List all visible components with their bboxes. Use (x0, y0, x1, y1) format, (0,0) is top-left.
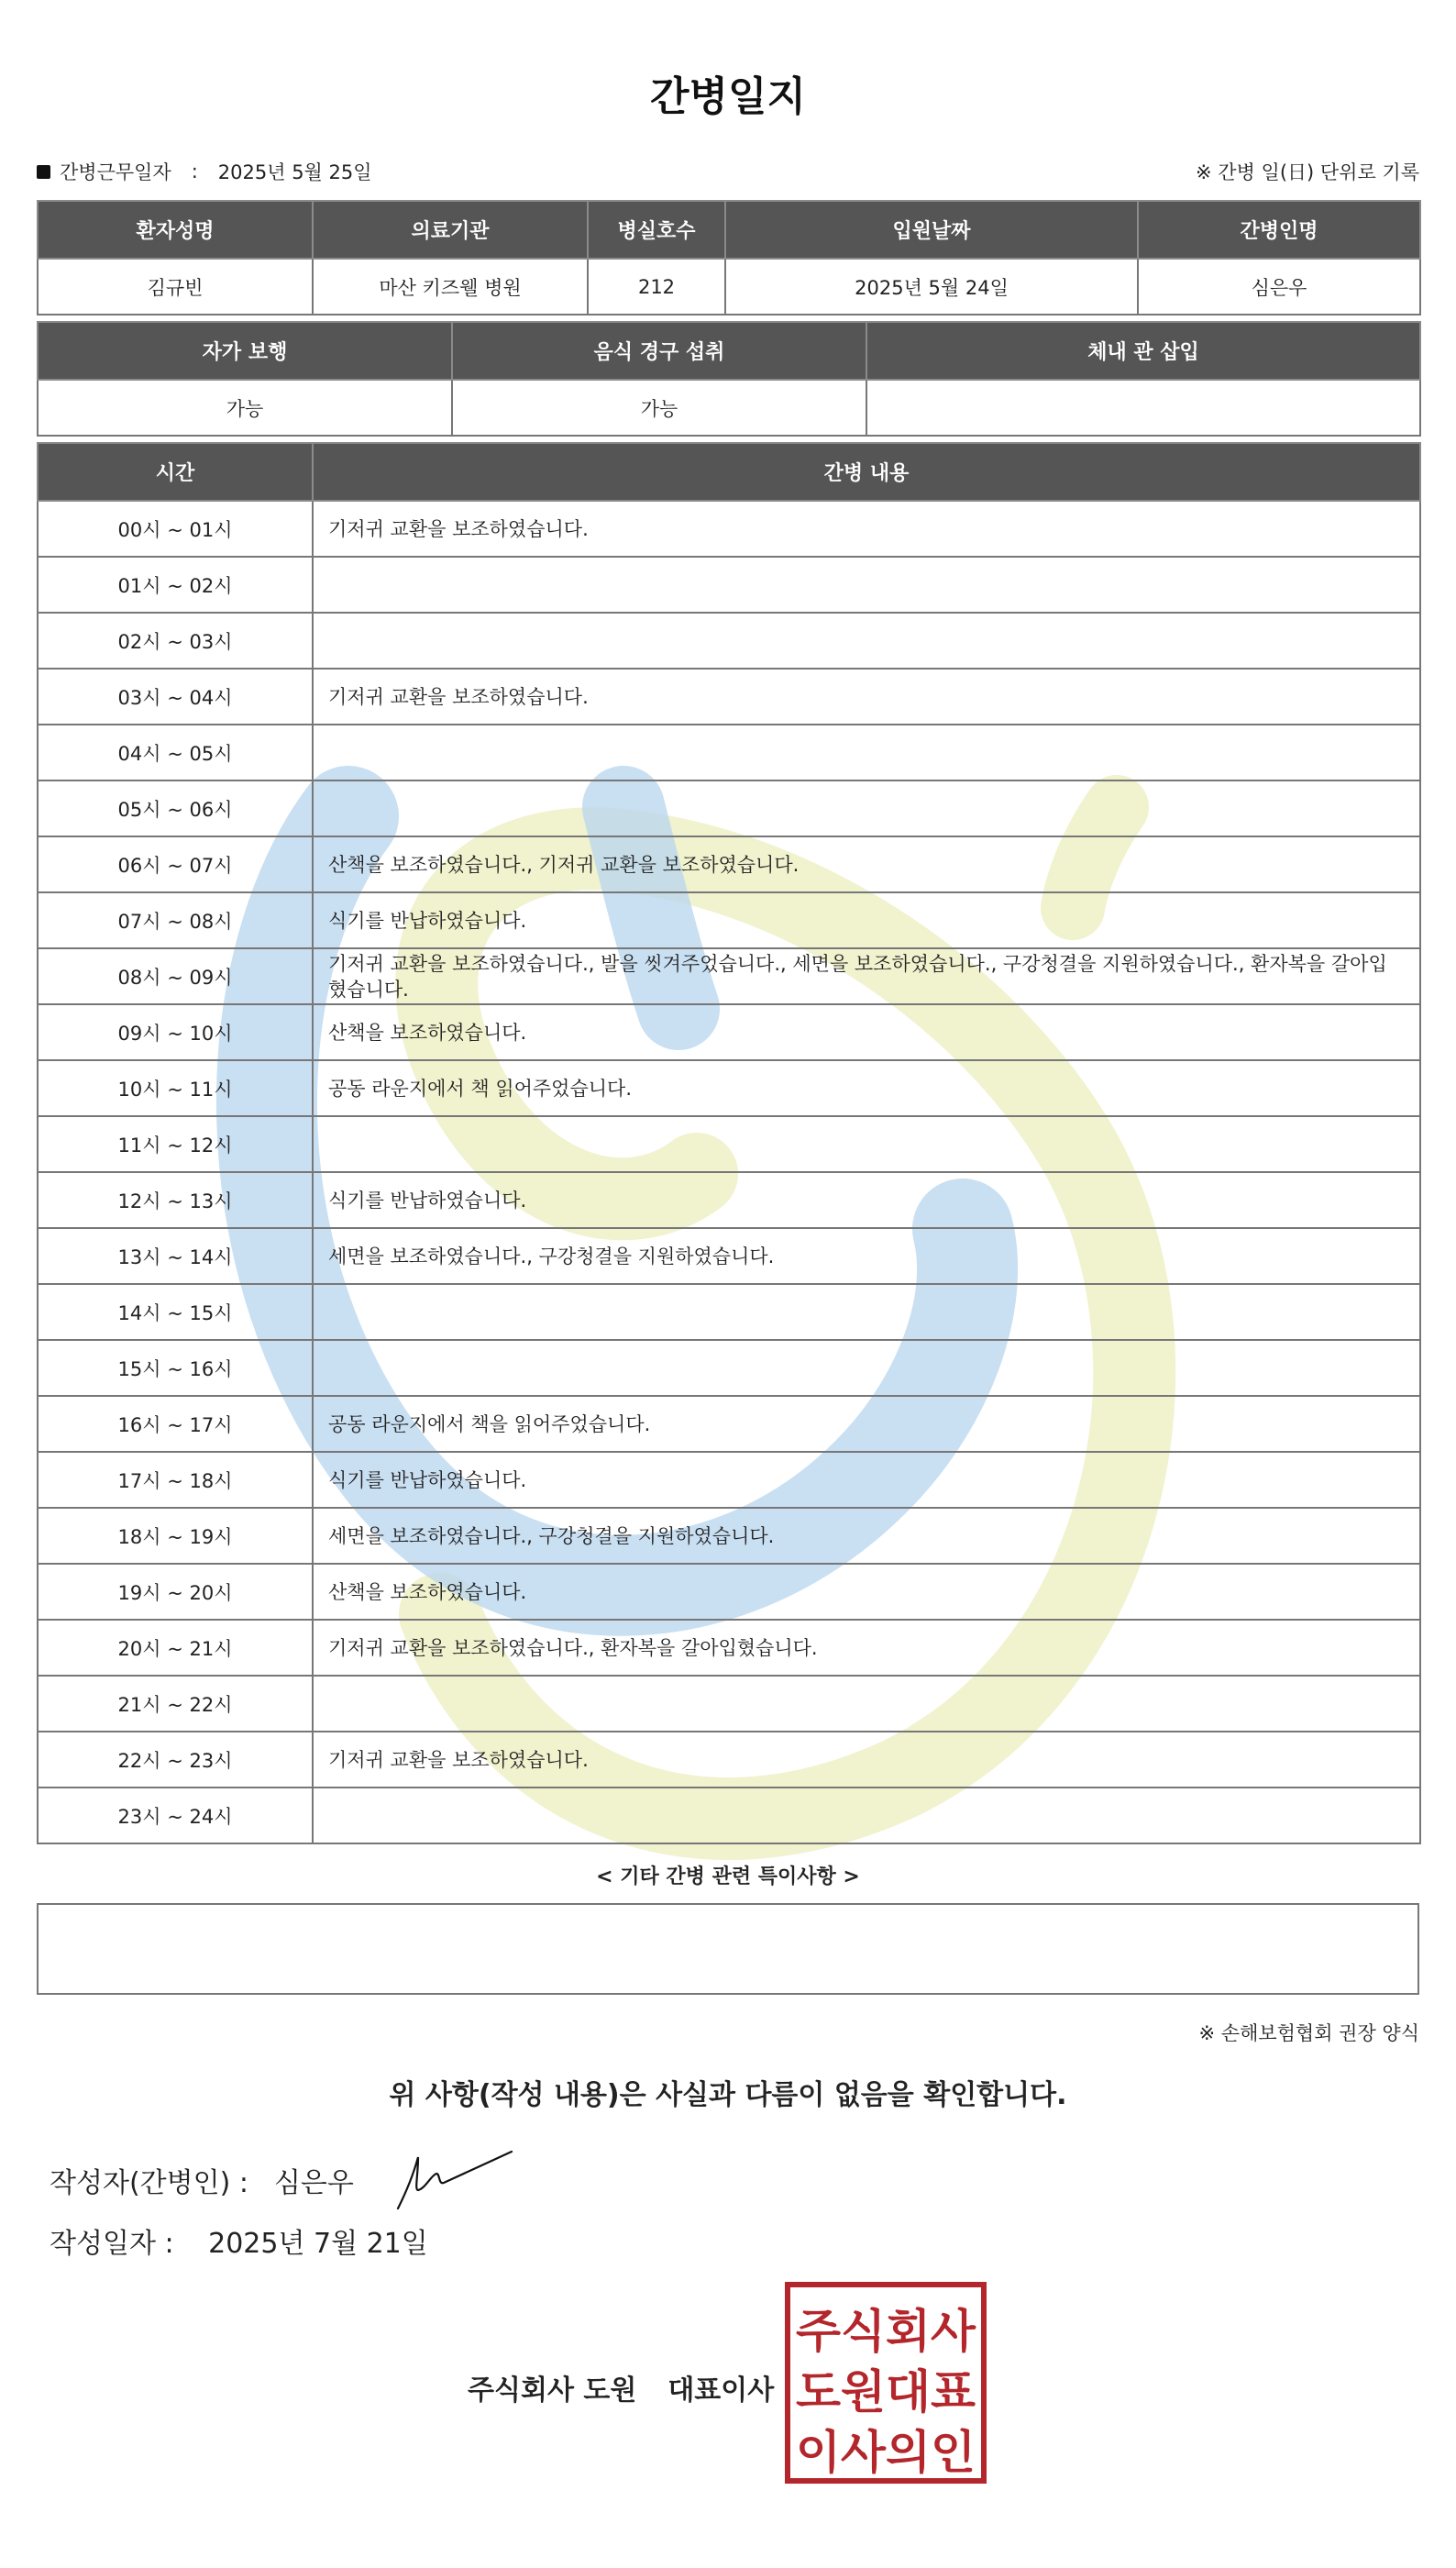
svg-text:주식회사: 주식회사 (796, 2305, 976, 2358)
table-row (38, 1060, 1420, 1116)
header-room-number: 병실호수 (588, 201, 725, 259)
time-slot: 03시 ~ 04시 (38, 669, 313, 725)
time-slot: 06시 ~ 07시 (38, 836, 313, 892)
table-row (38, 669, 1420, 725)
table-row (38, 1620, 1420, 1676)
care-content: 식기를 반납하였습니다. (313, 892, 1420, 948)
company-signature-row (37, 2281, 1419, 2492)
care-content (313, 780, 1420, 836)
signature-icon (391, 2148, 519, 2212)
writer-row (50, 2151, 1419, 2209)
time-slot: 00시 ~ 01시 (38, 501, 313, 557)
care-content: 세면을 보조하였습니다., 구강청결을 지원하였습니다. (313, 1508, 1420, 1564)
time-slot: 19시 ~ 20시 (38, 1564, 313, 1620)
table-row (38, 725, 1420, 780)
table-row (38, 259, 1420, 315)
time-slot: 08시 ~ 09시 (38, 948, 313, 1004)
room-number: 212 (588, 259, 725, 315)
header-admission-date: 입원날짜 (725, 201, 1138, 259)
written-date-value: 2025년 7월 21일 (208, 2228, 428, 2260)
care-content (313, 1788, 1420, 1843)
table-row (38, 380, 1420, 436)
time-slot: 18시 ~ 19시 (38, 1508, 313, 1564)
time-slot: 13시 ~ 14시 (38, 1228, 313, 1284)
header-tube-insertion: 체내 관 삽입 (866, 322, 1420, 380)
table-row (38, 501, 1420, 557)
care-content: 기저귀 교환을 보조하였습니다. (313, 669, 1420, 725)
care-content: 식기를 반납하였습니다. (313, 1172, 1420, 1228)
written-date-label: 작성일자 : (50, 2228, 174, 2260)
table-row (38, 1284, 1420, 1340)
company-seal-stamp (784, 2281, 987, 2485)
table-row (38, 1396, 1420, 1452)
work-date (37, 158, 372, 185)
document-title: 간병일지 (649, 73, 806, 120)
header-caregiver-name: 간병인명 (1138, 201, 1420, 259)
header-time: 시간 (38, 443, 313, 501)
company-name (468, 2367, 774, 2408)
table-row (38, 557, 1420, 613)
time-slot: 01시 ~ 02시 (38, 557, 313, 613)
care-log-body (38, 501, 1420, 1843)
header-patient-name: 환자성명 (38, 201, 313, 259)
time-slot: 15시 ~ 16시 (38, 1340, 313, 1396)
special-notes-title: < 기타 간병 관련 특이사항 > (596, 1865, 860, 1888)
admission-date: 2025년 5월 24일 (725, 259, 1138, 315)
time-slot: 07시 ~ 08시 (38, 892, 313, 948)
tube-insertion-value (866, 380, 1420, 436)
table-row (38, 1508, 1420, 1564)
care-content: 공동 라운지에서 책 읽어주었습니다. (313, 1060, 1420, 1116)
care-content: 세면을 보조하였습니다., 구강청결을 지원하였습니다. (313, 1228, 1420, 1284)
time-slot: 10시 ~ 11시 (38, 1060, 313, 1116)
care-content (313, 1116, 1420, 1172)
patient-ability-table (37, 321, 1421, 437)
table-row (38, 892, 1420, 948)
header-oral-intake: 음식 경구 섭취 (452, 322, 866, 380)
svg-text:도원대표: 도원대표 (796, 2365, 976, 2419)
table-row (38, 1116, 1420, 1172)
care-content: 기저귀 교환을 보조하였습니다., 발을 씻겨주었습니다., 세면을 보조하였습니다., 구강청결을 지원하였습니다., 환자복을 갈아입혔습니다. (313, 948, 1420, 1004)
work-date-separator: : (191, 160, 198, 183)
svg-text:이사의인: 이사의인 (796, 2426, 976, 2479)
care-log-table (37, 442, 1421, 1844)
header-self-walking: 자가 보행 (38, 322, 452, 380)
care-content: 기저귀 교환을 보조하였습니다. (313, 1732, 1420, 1788)
work-date-label: 간병근무일자 (60, 161, 171, 183)
time-slot: 11시 ~ 12시 (38, 1116, 313, 1172)
hospital-name: 마산 키즈웰 병원 (313, 259, 588, 315)
time-slot: 16시 ~ 17시 (38, 1396, 313, 1452)
writer-label: 작성자(간병인) : (50, 2167, 248, 2199)
care-content: 기저귀 교환을 보조하였습니다. (313, 501, 1420, 557)
company-label: 주식회사 도원 (468, 2374, 637, 2407)
square-bullet-icon (37, 165, 50, 179)
table-header-row (38, 443, 1420, 501)
time-slot: 09시 ~ 10시 (38, 1004, 313, 1060)
special-notes-box (37, 1903, 1419, 1995)
patient-name: 김규빈 (38, 259, 313, 315)
care-content (313, 1340, 1420, 1396)
time-slot: 22시 ~ 23시 (38, 1732, 313, 1788)
caregiver-name: 심은우 (1138, 259, 1420, 315)
oral-intake-value: 가능 (452, 380, 866, 436)
table-row (38, 948, 1420, 1004)
table-row (38, 1564, 1420, 1620)
meta-row (37, 158, 1419, 185)
care-content: 식기를 반납하였습니다. (313, 1452, 1420, 1508)
table-row (38, 780, 1420, 836)
care-content: 산책을 보조하였습니다. (313, 1564, 1420, 1620)
table-row (38, 1788, 1420, 1843)
self-walking-value: 가능 (38, 380, 452, 436)
care-content (313, 557, 1420, 613)
care-content: 공동 라운지에서 책을 읽어주었습니다. (313, 1396, 1420, 1452)
table-header-row (38, 322, 1420, 380)
header-hospital: 의료기관 (313, 201, 588, 259)
care-content: 산책을 보조하였습니다. (313, 1004, 1420, 1060)
table-row (38, 1676, 1420, 1732)
time-slot: 23시 ~ 24시 (38, 1788, 313, 1843)
time-slot: 20시 ~ 21시 (38, 1620, 313, 1676)
header-care-content: 간병 내용 (313, 443, 1420, 501)
time-slot: 12시 ~ 13시 (38, 1172, 313, 1228)
time-slot: 14시 ~ 15시 (38, 1284, 313, 1340)
table-row (38, 1004, 1420, 1060)
form-source-note: ※ 손해보험협회 권장 양식 (1198, 2022, 1419, 2044)
time-slot: 17시 ~ 18시 (38, 1452, 313, 1508)
care-content (313, 613, 1420, 669)
unit-note: ※ 간병 일(日) 단위로 기록 (1196, 161, 1419, 183)
table-row (38, 1340, 1420, 1396)
table-row (38, 613, 1420, 669)
care-content (313, 725, 1420, 780)
patient-info-table (37, 200, 1421, 315)
table-row (38, 836, 1420, 892)
table-row (38, 1172, 1420, 1228)
time-slot: 04시 ~ 05시 (38, 725, 313, 780)
confirmation-statement: 위 사항(작성 내용)은 사실과 다름이 없음을 확인합니다. (389, 2079, 1067, 2111)
representative-label: 대표이사 (667, 2374, 775, 2407)
work-date-value: 2025년 5월 25일 (217, 161, 372, 183)
table-row (38, 1228, 1420, 1284)
table-row (38, 1452, 1420, 1508)
care-content (313, 1284, 1420, 1340)
time-slot: 02시 ~ 03시 (38, 613, 313, 669)
time-slot: 05시 ~ 06시 (38, 780, 313, 836)
care-content (313, 1676, 1420, 1732)
care-content: 기저귀 교환을 보조하였습니다., 환자복을 갈아입혔습니다. (313, 1620, 1420, 1676)
table-row (38, 1732, 1420, 1788)
written-date-row (50, 2226, 1419, 2263)
table-header-row (38, 201, 1420, 259)
writer-name: 심은우 (273, 2167, 354, 2199)
time-slot: 21시 ~ 22시 (38, 1676, 313, 1732)
care-content: 산책을 보조하였습니다., 기저귀 교환을 보조하였습니다. (313, 836, 1420, 892)
